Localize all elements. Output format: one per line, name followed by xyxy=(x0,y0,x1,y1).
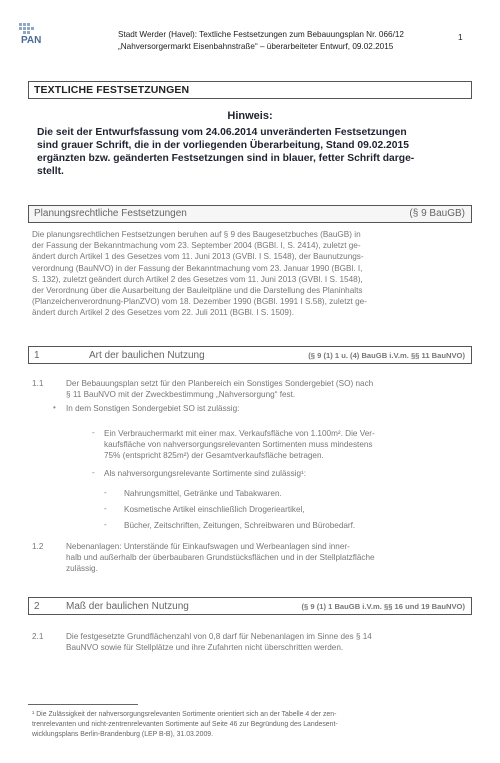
planning-paragraph xyxy=(32,229,470,319)
footnote-line: ¹ Die Zulässigkeit der nahversorgungsrelevanten Sortimente orientiert sich an der Tabelle 4 der zen- xyxy=(32,711,337,718)
item-1-2-text xyxy=(66,541,471,575)
hint-line: sind grauer Schrift, die in der vorliegenden Überarbeitung, Stand 09.02.2015 xyxy=(37,140,409,151)
paragraph-line: ändert durch Artikel 1 des Gesetzes vom 11. Juni 2013 (GVBl. I S. 1548), der Baunutzungs- xyxy=(32,252,364,262)
section-1-header-box xyxy=(28,346,472,364)
item-1-1-text xyxy=(66,378,471,400)
section-2-number: 2 xyxy=(34,601,40,612)
pan-logo xyxy=(18,22,52,48)
paragraph-line: halb und außerhalb der überbaubaren Grundstücksflächen und in der Stellplatzfläche xyxy=(66,553,375,563)
paragraph-line: Der Bebauungsplan setzt für den Planbereich ein Sonstiges Sondergebiet (SO) nach xyxy=(66,379,374,388)
paragraph-line: 75% (entspricht 825m²) der Gesamtverkaufsfläche betragen. xyxy=(104,451,324,461)
footnote-divider xyxy=(28,704,138,705)
dash-icon: - xyxy=(104,504,107,513)
planning-law: (§ 9 BauGB) xyxy=(409,208,465,219)
dash-icon: - xyxy=(92,428,95,437)
dash-icon: - xyxy=(92,468,95,477)
paragraph-line: der Verordnung über die Ausarbeitung der Bauleitpläne und die Darstellung des Planinhalts xyxy=(32,286,363,296)
dash-2-text: Als nahversorgungsrelevante Sortimente sind zulässig¹: xyxy=(104,469,307,478)
hint-line: Die seit der Entwurfsfassung vom 24.06.2014 unveränderten Festsetzungen xyxy=(37,127,407,138)
dash-icon: - xyxy=(104,520,107,529)
section-2-law: (§ 9 (1) 1 BauGB i.V.m. §§ 16 und 19 BauNVO) xyxy=(301,602,465,611)
logo-text: PAN xyxy=(21,35,42,46)
paragraph-line: BauNVO sowie für Stellplätze und ihre Zufahrten nicht überschritten werden. xyxy=(66,643,344,653)
paragraph-line: Ein Verbrauchermarkt mit einer max. Verkaufsfläche von 1.100m². Die Ver- xyxy=(104,429,375,438)
dash-1-text xyxy=(104,428,471,462)
sub-item: Kosmetische Artikel einschließlich Drogerieartikel, xyxy=(124,505,305,514)
planning-header-box xyxy=(28,205,472,223)
section-2-title: Maß der baulichen Nutzung xyxy=(66,601,189,612)
hint-line: ergänzten bzw. geänderten Festsetzungen sind in blauer, fetter Schrift darge- xyxy=(37,153,415,164)
section-1-law: (§ 9 (1) 1 u. (4) BauGB i.V.m. §§ 11 BauNVO) xyxy=(308,351,465,360)
item-2-1-number: 2.1 xyxy=(32,632,44,641)
section-2-header-box xyxy=(28,597,472,615)
page-title: TEXTLICHE FESTSETZUNGEN xyxy=(34,84,190,96)
hint-line: stellt. xyxy=(37,166,64,177)
hint-title: Hinweis: xyxy=(227,110,273,122)
paragraph-line: ändert durch Artikel 2 des Gesetzes vom 22. Juli 2011 (BGBl. I S. 1509). xyxy=(32,308,294,318)
title-box xyxy=(28,81,472,99)
paragraph-line: kaufsfläche von nahversorgungsrelevanten Sortimenten muss mindestens xyxy=(104,440,373,450)
footnote-line: trenrelevanten und nicht-zentrenrelevanten Sortimente auf Seite 46 zur Begründung des Landesent- xyxy=(32,720,338,728)
sub-item: Nahrungsmittel, Getränke und Tabakwaren. xyxy=(124,489,282,498)
header-line-1: Stadt Werder (Havel): Textliche Festsetzungen zum Bebauungsplan Nr. 066/12 xyxy=(118,30,404,39)
paragraph-line: Die festgesetzte Grundflächenzahl von 0,8 darf für Nebenanlagen im Sinne des § 14 xyxy=(66,632,372,641)
bullet-icon: • xyxy=(53,403,56,412)
item-1-1-number: 1.1 xyxy=(32,379,44,388)
section-1-number: 1 xyxy=(34,350,40,361)
header-line-2: „Nahversorgermarkt Eisenbahnstraße“ – überarbeiteter Entwurf, 09.02.2015 xyxy=(118,42,394,51)
bullet-text: In dem Sonstigen Sondergebiet SO ist zulässig: xyxy=(66,404,240,413)
paragraph-line: § 11 BauNVO mit der Zweckbestimmung „Nahversorgung“ fest. xyxy=(66,390,296,400)
hint-block xyxy=(37,126,477,178)
paragraph-line: zulässig. xyxy=(66,564,98,574)
footnote xyxy=(32,710,472,739)
paragraph-line: S. 132), zuletzt geändert durch Artikel 2 des Gesetzes vom 11. Juni 2013 (GVBl. I S. 1548), xyxy=(32,274,363,284)
page-number: 1 xyxy=(458,32,463,42)
item-1-2-number: 1.2 xyxy=(32,542,44,551)
paragraph-line: Nebenanlagen: Unterstände für Einkaufswagen und Werbeanlagen sind inner- xyxy=(66,542,350,551)
dash-icon: - xyxy=(104,488,107,497)
paragraph-line: der Fassung der Bekanntmachung vom 23. September 2004 (BGBl. I, S. 2414), zuletzt ge- xyxy=(32,241,361,251)
planning-title: Planungsrechtliche Festsetzungen xyxy=(34,208,187,219)
footnote-line: wicklungsplans Berlin-Brandenburg (LEP B-B), 31.03.2009. xyxy=(32,730,214,738)
paragraph-line: Die planungsrechtlichen Festsetzungen beruhen auf § 9 des Baugesetzbuches (BauGB) in xyxy=(32,230,361,239)
sub-item: Bücher, Zeitschriften, Zeitungen, Schreibwaren und Bürobedarf. xyxy=(124,521,356,530)
paragraph-line: verordnung (BauNVO) in der Fassung der Bekanntmachung vom 23. Januar 1990 (BGBl. I, xyxy=(32,263,363,273)
paragraph-line: (Planzeichenverordnung-PlanZVO) vom 18. Dezember 1990 (BGBl. 1991 I S.58), zuletzt ge- xyxy=(32,297,367,307)
item-2-1-text xyxy=(66,631,471,653)
section-1-title: Art der baulichen Nutzung xyxy=(89,350,205,361)
